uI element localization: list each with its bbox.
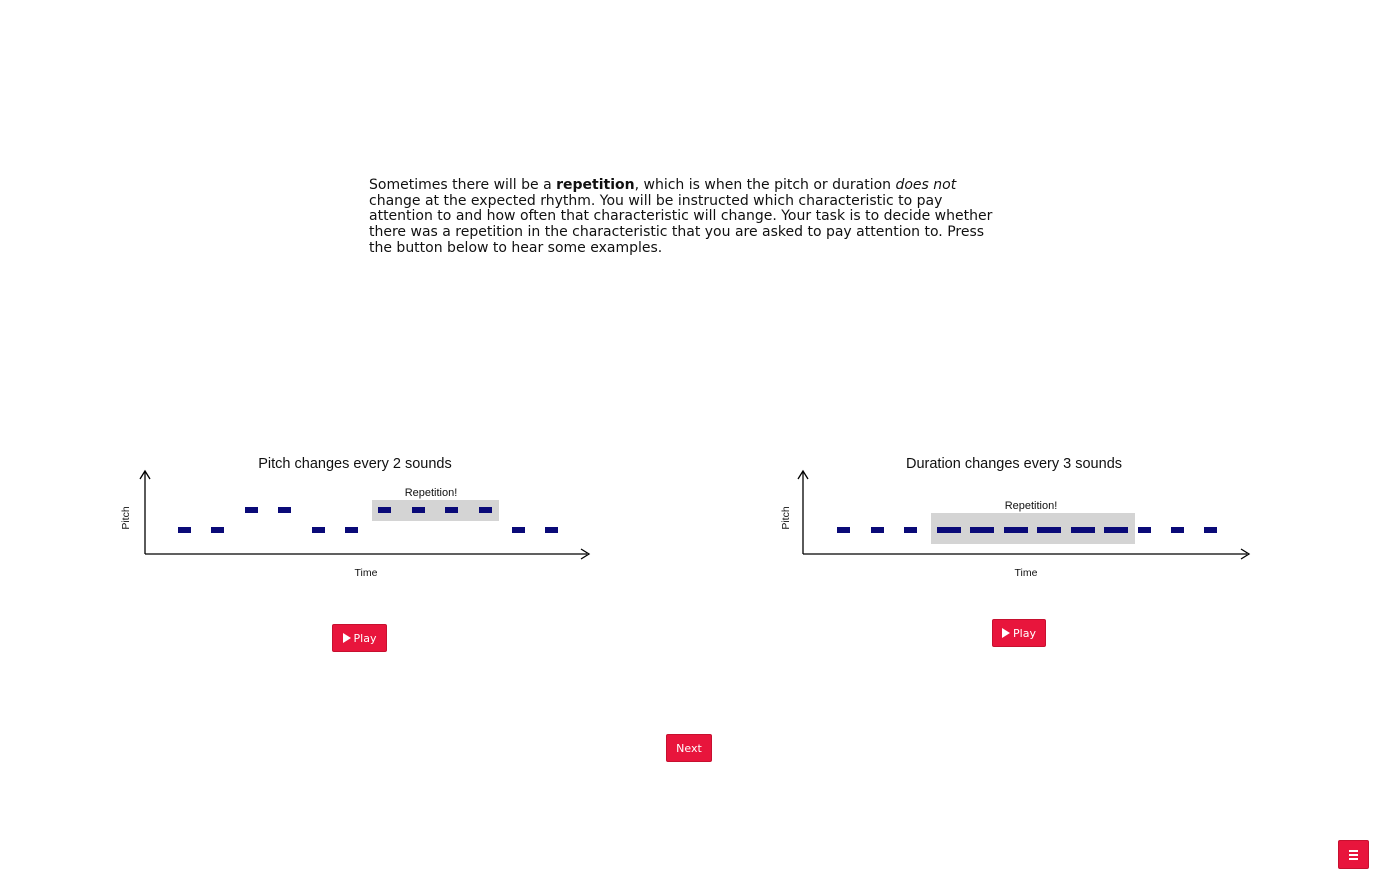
next-button-label: Next — [676, 741, 702, 755]
pitch-example-figure — [115, 448, 605, 588]
pitch-repetition-label: Repetition! — [404, 487, 458, 499]
pitch-note — [512, 527, 525, 533]
instructions-text — [369, 178, 1001, 257]
duration-note — [871, 527, 884, 533]
duration-note — [1037, 527, 1061, 533]
play-icon — [1002, 628, 1010, 638]
pitch-note — [412, 507, 425, 513]
pitch-note — [178, 527, 191, 533]
duration-note — [1104, 527, 1128, 533]
play-duration-example-button[interactable] — [992, 619, 1046, 647]
instructions-emphasis-does-not: does not — [895, 177, 957, 193]
pitch-y-axis-label: Pitch — [120, 506, 132, 530]
instructions-keyword-repetition: repetition — [556, 177, 635, 193]
play-pitch-example-button[interactable] — [332, 624, 387, 652]
pitch-x-axis-label: Time — [354, 567, 378, 579]
duration-example-title: Duration changes every 3 sounds — [905, 456, 1123, 472]
pitch-example-diagram — [115, 448, 605, 588]
duration-note — [937, 527, 961, 533]
play-pitch-example-label: Play — [353, 631, 377, 645]
pitch-note — [445, 507, 458, 513]
pitch-note — [312, 527, 325, 533]
pitch-note — [479, 507, 492, 513]
duration-x-axis-label: Time — [1014, 567, 1038, 579]
pitch-note — [378, 507, 391, 513]
pitch-note — [211, 527, 224, 533]
instructions-part-3: change at the expected rhythm. You will be instructed which characteristic to pay attention to and how often that characteristic will change. Your task is to decide whether there was a repetition in the characteristic that you are asked to pay attention to. Press the button below to hear some examples. — [369, 192, 993, 256]
duration-note — [1204, 527, 1217, 533]
duration-repetition-label: Repetition! — [1004, 500, 1058, 512]
duration-note — [1171, 527, 1184, 533]
play-duration-example-label: Play — [1013, 626, 1036, 640]
instructions-part-1: Sometimes there will be a — [369, 177, 557, 193]
pitch-note — [545, 527, 558, 533]
duration-example-figure — [774, 448, 1264, 588]
play-icon — [343, 633, 351, 643]
pitch-note — [345, 527, 358, 533]
duration-y-axis-label: Pitch — [780, 506, 792, 530]
pitch-note — [245, 507, 258, 513]
pitch-note — [278, 507, 291, 513]
next-button[interactable] — [666, 734, 712, 762]
duration-example-diagram — [774, 448, 1264, 588]
pitch-notes — [178, 507, 558, 533]
pitch-example-title: Pitch changes every 2 sounds — [258, 456, 452, 472]
duration-notes — [837, 527, 1217, 533]
duration-note — [904, 527, 917, 533]
duration-note — [970, 527, 994, 533]
duration-note — [1071, 527, 1095, 533]
instructions-part-2: , which is when the pitch or duration — [634, 177, 896, 193]
hamburger-menu-icon — [1349, 850, 1358, 860]
menu-button[interactable] — [1338, 840, 1369, 869]
duration-note — [837, 527, 850, 533]
duration-note — [1138, 527, 1151, 533]
duration-note — [1004, 527, 1028, 533]
